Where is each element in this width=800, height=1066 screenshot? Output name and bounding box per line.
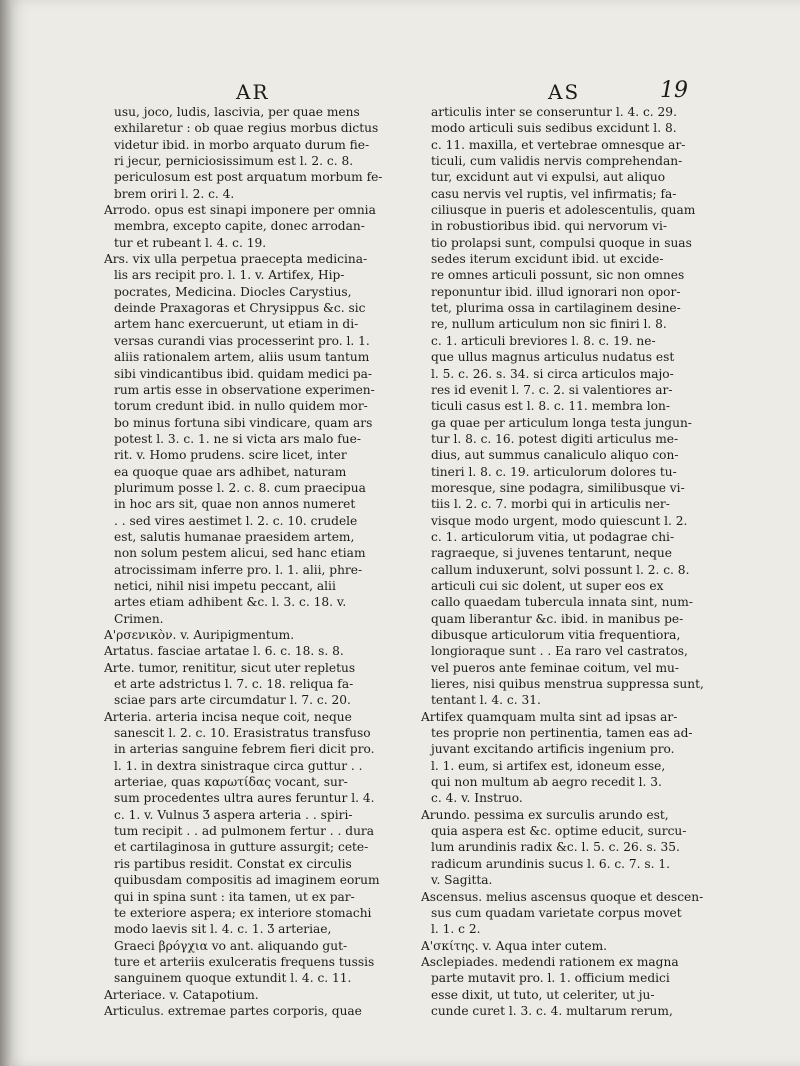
text-line: articulis inter se conseruntur l. 4. c. 29. <box>431 105 677 119</box>
text-line: modo laevis sit l. 4. c. 1. Ʒ arteriae, <box>114 922 332 937</box>
text-line: atrocissimam inferre pro. l. 1. alii, phre- <box>114 562 363 577</box>
text-line: callo quaedam tubercula innata sint, num- <box>431 595 693 610</box>
text-line: et cartilaginosa in gutture assurgit; cete- <box>114 840 369 855</box>
text-line: c. 1. articulorum vitia, ut podagrae chi- <box>431 529 675 544</box>
text-line: c. 1. v. Vulnus Ʒ aspera arteria . . spiri- <box>114 807 353 822</box>
text-line: re, nullum articulum non sic finiri l. 8. <box>431 317 667 332</box>
text-line: ticuli casus est l. 8. c. 11. membra lon- <box>431 399 670 414</box>
text-line: et arte adstrictus l. 7. c. 18. reliqua fa- <box>114 677 354 692</box>
text-line: sanescit l. 2. c. 10. Erasistratus transfuso <box>114 726 371 741</box>
running-header <box>0 70 800 106</box>
text-line: tio prolapsi sunt, compulsi quoque in suas <box>431 235 692 250</box>
text-line: Ascensus. melius ascensus quoque et descen- <box>421 889 704 904</box>
text-line: v. Sagitta. <box>431 873 493 888</box>
text-line: rit. v. Homo prudens. scire licet, inter <box>114 448 347 463</box>
text-line: Articulus. extremae partes corporis, quae <box>104 1003 362 1018</box>
text-line: longioraque sunt . . Ea raro vel castratos, <box>431 644 688 659</box>
text-line: lis ars recipit pro. l. 1. v. Artifex, Hip- <box>114 268 345 283</box>
text-line: periculosum est post arquatum morbum fe- <box>114 170 383 185</box>
left-text-column <box>104 104 412 1019</box>
text-line: quibusdam compositis ad imaginem eorum <box>114 873 380 888</box>
text-line: sum procedentes ultra aures feruntur l. 4. <box>114 791 375 806</box>
text-line: Arteriace. v. Catapotium. <box>104 987 259 1002</box>
text-line: netici, nihil nisi impetu peccant, alii <box>114 578 336 593</box>
text-line: in hoc ars sit, quae non annos numeret <box>114 497 356 512</box>
text-line: in robustioribus ibid. qui nervorum vi- <box>431 219 668 234</box>
text-line: videtur ibid. in morbo arquato durum fie- <box>114 137 370 152</box>
text-line: Artatus. fasciae artatae l. 6. c. 18. s. 8. <box>104 644 344 659</box>
text-line: qui non multum ab aegro recedit l. 3. <box>431 775 662 790</box>
text-line: pocrates, Medicina. Diocles Carystius, <box>114 284 352 299</box>
text-line: quia aspera est &c. optime educit, surcu- <box>431 824 687 839</box>
running-head-left: AR <box>236 80 270 104</box>
text-line: Artifex quamquam multa sint ad ipsas ar- <box>421 709 678 724</box>
text-line: versas curandi vias processerint pro. l. 1. <box>114 333 370 348</box>
text-line: Crimen. <box>114 611 164 626</box>
text-line: moresque, sine podagra, similibusque vi- <box>431 480 685 495</box>
text-line: arteriae, quas καρωτίδας vocant, sur- <box>114 775 348 790</box>
text-line: re omnes articuli possunt, sic non omnes <box>431 268 685 283</box>
text-line: est, salutis humanae praesidem artem, <box>114 529 355 544</box>
text-line: tentant l. 4. c. 31. <box>431 693 541 708</box>
text-line: aliis rationalem artem, aliis usum tantum <box>114 350 370 365</box>
text-line: Asclepiades. medendi rationem ex magna <box>421 954 679 969</box>
text-line: ciliusque in pueris et adolescentulis, quam <box>431 203 696 218</box>
text-line: te exteriore aspera; ex interiore stomachi <box>114 905 372 920</box>
running-head-right: AS <box>548 80 581 104</box>
text-line: sibi vindicantibus ibid. quidam medici pa- <box>114 366 373 381</box>
text-line: ragraeque, si juvenes tentarunt, neque <box>431 546 672 561</box>
text-line: sus cum quadam varietate corpus movet <box>431 905 682 920</box>
text-line: esse dixit, ut tuto, ut celeriter, ut ju- <box>431 987 655 1002</box>
text-line: juvant excitando artificis ingenium pro. <box>431 742 675 757</box>
text-line: Arteria. arteria incisa neque coit, neque <box>104 709 352 724</box>
text-line: c. 4. v. Instruo. <box>431 791 523 806</box>
text-line: reponuntur ibid. illud ignorari non opor- <box>431 284 681 299</box>
text-line: Ars. vix ulla perpetua praecepta medicina- <box>104 252 368 267</box>
book-gutter-shadow <box>0 0 12 1066</box>
text-line: sanguinem quoque extundit l. 4. c. 11. <box>114 971 352 986</box>
text-line: tineri l. 8. c. 19. articulorum dolores tu- <box>431 464 677 479</box>
text-line: callum induxerunt, solvi possunt l. 2. c. 8. <box>431 562 690 577</box>
text-line: artes etiam adhibent &c. l. 3. c. 18. v. <box>114 595 347 610</box>
text-line: l. 1. in dextra sinistraque circa guttur . . <box>114 758 363 773</box>
text-line: Arundo. pessima ex surculis arundo est, <box>421 807 669 822</box>
text-line: non solum pestem alicui, sed hanc etiam <box>114 546 366 561</box>
text-line: Arrodo. opus est sinapi imponere per omnia <box>104 203 376 218</box>
text-line: l. 1. eum, si artifex est, idoneum esse, <box>431 758 666 773</box>
text-line: radicum arundinis sucus l. 6. c. 7. s. 1. <box>431 856 671 871</box>
text-line: ture et arteriis exulceratis frequens tussis <box>114 954 375 969</box>
text-line: res id evenit l. 7. c. 2. si valentiores ar- <box>431 382 673 397</box>
text-line: exhilaretur : ob quae regius morbus dictus <box>114 121 379 136</box>
text-line: ri jecur, perniciosissimum est l. 2. c. 8. <box>114 154 354 169</box>
text-line: Arte. tumor, renititur, sicut uter repletus <box>104 660 356 675</box>
text-line: c. 11. maxilla, et vertebrae omnesque ar- <box>431 137 686 152</box>
text-line: bo minus fortuna sibi vindicare, quam ars <box>114 415 373 430</box>
text-line: parte mutavit pro. l. 1. officium medici <box>431 971 670 986</box>
text-line: brem oriri l. 2. c. 4. <box>114 186 235 201</box>
text-line: rum artis esse in observatione experimen- <box>114 382 375 397</box>
text-line: l. 5. c. 26. s. 34. si circa articulos majo- <box>431 366 674 381</box>
text-line: sedes iterum excidunt ibid. ut excide- <box>431 252 664 267</box>
text-line: tur et rubeant l. 4. c. 19. <box>114 235 267 250</box>
text-line: Α'ρσενικὸν. v. Auripigmentum. <box>104 628 295 642</box>
text-line: articuli cui sic dolent, ut super eos ex <box>431 578 664 593</box>
text-line: Graeci βρόγχια vo ant. aliquando gut- <box>114 938 348 953</box>
page-number: 19 <box>660 78 688 103</box>
text-line: tur, excidunt aut vi expulsi, aut aliquo <box>431 170 666 185</box>
text-line: vel pueros ante feminae coitum, vel mu- <box>431 660 680 675</box>
text-line: ea quoque quae ars adhibet, naturam <box>114 464 347 479</box>
text-line: membra, excepto capite, donec arrodan- <box>114 219 365 234</box>
text-line: dius, aut summus canaliculo aliquo con- <box>431 448 679 463</box>
text-line: ga quae per articulum longa testa jungun- <box>431 415 692 430</box>
text-line: plurimum posse l. 2. c. 8. cum praecipua <box>114 480 366 495</box>
text-line: qui in spina sunt : ita tamen, ut ex par- <box>114 889 355 904</box>
text-line: ris partibus residit. Constat ex circulis <box>114 856 352 871</box>
text-line: casu nervis vel ruptis, vel infirmatis; fa- <box>431 186 677 201</box>
text-line: deinde Praxagoras et Chrysippus &c. sic <box>114 301 366 316</box>
text-line: lum arundinis radix &c. l. 5. c. 26. s. 35. <box>431 840 680 855</box>
text-line: tet, plurima ossa in cartilaginem desine- <box>431 301 681 316</box>
text-line: lieres, nisi quibus menstrua suppressa sunt, <box>431 677 704 692</box>
right-text-column <box>421 104 729 1019</box>
text-line: l. 1. c 2. <box>431 922 481 937</box>
text-line: que ullus magnus articulus nudatus est <box>431 350 675 365</box>
text-line: potest l. 3. c. 1. ne si victa ars malo fue- <box>114 431 361 446</box>
text-line: . . sed vires aestimet l. 2. c. 10. crudele <box>114 513 358 528</box>
text-line: ticuli, cum validis nervis comprehendan- <box>431 154 683 169</box>
text-line: modo articuli suis sedibus excidunt l. 8. <box>431 121 677 136</box>
text-line: tes proprie non pertinentia, tamen eas ad- <box>431 726 693 741</box>
text-line: artem hanc exercuerunt, ut etiam in di- <box>114 317 359 332</box>
text-line: tiis l. 2. c. 7. morbi qui in articulis ner- <box>431 497 670 512</box>
text-line: c. 1. articuli breviores l. 8. c. 19. ne- <box>431 333 656 348</box>
text-line: usu, joco, ludis, lascivia, per quae mens <box>114 105 360 119</box>
text-line: tur l. 8. c. 16. potest digiti articulus me- <box>431 431 679 446</box>
text-line: tum recipit . . ad pulmonem fertur . . dura <box>114 824 375 839</box>
text-line: dibusque articulorum vitia frequentiora, <box>431 628 681 642</box>
text-line: Α'σκίτης. v. Aqua inter cutem. <box>421 938 608 953</box>
text-line: sciae pars arte circumdatur l. 7. c. 20. <box>114 693 351 708</box>
text-line: visque modo urgent, modo quiescunt l. 2. <box>431 513 688 528</box>
text-line: torum credunt ibid. in nullo quidem mor- <box>114 399 368 414</box>
text-line: cunde curet l. 3. c. 4. multarum rerum, <box>431 1003 673 1018</box>
text-line: quam liberantur &c. ibid. in manibus pe- <box>431 611 684 626</box>
text-line: in arterias sanguine febrem fieri dicit pro. <box>114 742 375 757</box>
